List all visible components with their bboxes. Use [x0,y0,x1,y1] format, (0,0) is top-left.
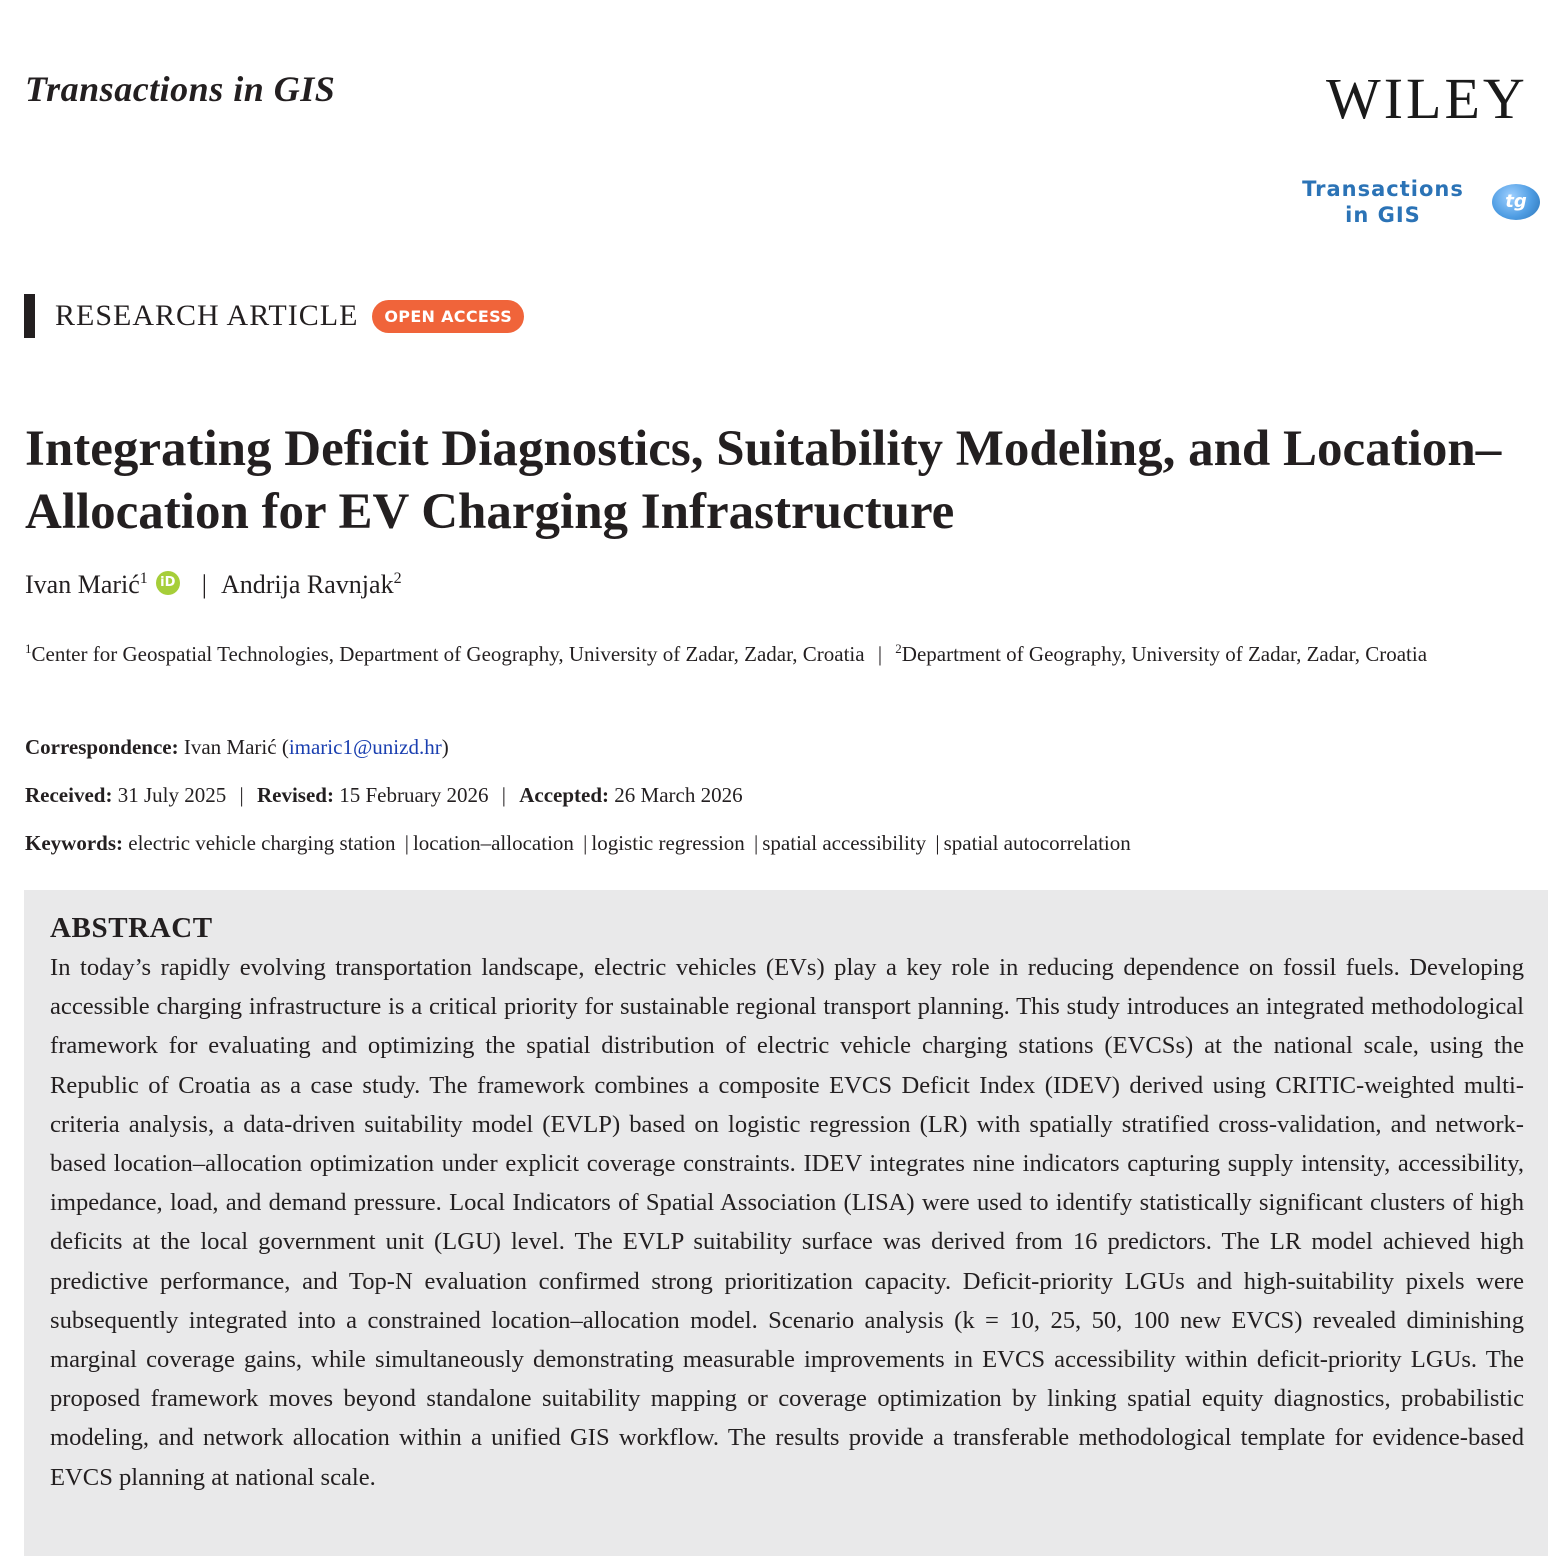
correspondence-label: Correspondence: [25,735,179,759]
orcid-icon[interactable]: iD [156,571,180,595]
correspondence-name: Ivan Marić [183,735,277,759]
keyword: logistic regression [591,831,745,855]
keyword: spatial accessibility [762,831,927,855]
affiliation-2: Department of Geography, University of Zadar, Zadar, Croatia [901,642,1428,666]
date-separator: | [501,783,506,807]
keywords-line [25,831,1131,856]
tgis-logo-mark-icon: tg [1492,184,1540,220]
keyword-separator: | [754,831,759,855]
author-name[interactable]: Andrija Ravnjak [221,570,394,599]
accepted-label: Accepted: [519,783,610,807]
journal-logo-text [1288,176,1478,228]
author-separator: | [201,570,207,599]
dates-line [25,783,743,808]
keyword: spatial autocorrelation [943,831,1131,855]
affiliation-marker: 2 [895,641,902,656]
author-affiliation-marker: 1 [139,570,148,587]
affiliation-1: Center for Geospatial Technologies, Department of Geography, University of Zadar, Zadar, Croatia [31,642,865,666]
keyword: electric vehicle charging station [128,831,396,855]
keyword-separator: | [583,831,588,855]
article-type-row [24,294,524,338]
abstract-heading: ABSTRACT [50,912,213,944]
keyword-separator: | [404,831,409,855]
date-separator: | [239,783,244,807]
revised-date: 15 February 2026 [339,783,489,807]
abstract-box [24,890,1548,1556]
abstract-text: In today’s rapidly evolving transportation landscape, electric vehicles (EVs) play a key role in reducing dependence on fossil fuels. Developing accessible charging infrastructure is a critical priority for sustainable regional transport planning. This study introduces an integrated methodological framework for evaluating and optimizing the spatial distribution of electric vehicle charging stations (EVCSs) at the national scale, using the Republic of Croatia as a case study. The framework combines a composite EVCS Deficit Index (IDEV) derived using CRITIC-weighted multi-criteria analysis, a data-driven suitability model (EVLP) based on logistic regression (LR) with spatially stratified cross-validation, and network-based location–allocation optimization under explicit coverage constraints. IDEV integrates nine indicators capturing supply intensity, accessibility, impedance, load, and demand pressure. Local Indicators of Spatial Association (LISA) were used to identify statistically significant clusters of high deficits at the local government unit (LGU) level. The EVLP suitability surface was derived from 16 predictors. The LR model achieved high predictive performance, and Top-N evaluation confirmed strong prioritization capacity. Deficit-priority LGUs and high-suitability pixels were subsequently integrated into a constrained location–allocation model. Scenario analysis (k = 10, 25, 50, 100 new EVCS) revealed diminishing marginal coverage gains, while simultaneously demonstrating measurable improvements in EVCS accessibility within deficit-priority LGUs. The proposed framework moves beyond standalone suitability mapping or coverage optimization by linking spatial equity diagnostics, probabilistic modeling, and network allocation within a unified GIS workflow. The results provide a transferable methodological template for evidence-based EVCS planning at national scale. [50,954,1524,1491]
author-list [25,570,402,600]
article-type-bar [24,294,35,338]
open-access-badge: OPEN ACCESS [372,300,524,333]
affiliations [25,633,1505,670]
author-affiliation-marker: 2 [393,570,402,587]
journal-logo-line2: in GIS [1345,203,1421,227]
article-type: RESEARCH ARTICLE [55,299,359,332]
article-title: Integrating Deficit Diagnostics, Suitability Modeling, and Location–Allocation for EV Charging Infrastructure [25,421,1502,540]
accepted-date: 26 March 2026 [614,783,743,807]
affiliation-separator: | [877,642,883,666]
keyword-separator: | [935,831,940,855]
journal-logo [1288,176,1538,232]
publisher-logo: WILEY [1326,66,1528,131]
author-name[interactable]: Ivan Marić [25,570,140,599]
correspondence-line: Correspondence: Ivan Marić (imaric1@unizd.hr) [25,735,449,759]
correspondence-email-link[interactable]: imaric1@unizd.hr [288,735,442,759]
keyword: location–allocation [412,831,574,855]
revised-label: Revised: [256,783,334,807]
keywords-label: Keywords: [25,831,123,855]
affiliation-marker: 1 [25,641,32,656]
journal-logo-line1: Transactions [1302,177,1464,201]
received-label: Received: [25,783,113,807]
received-date: 31 July 2025 [117,783,227,807]
journal-name: Transactions in GIS [25,69,336,109]
